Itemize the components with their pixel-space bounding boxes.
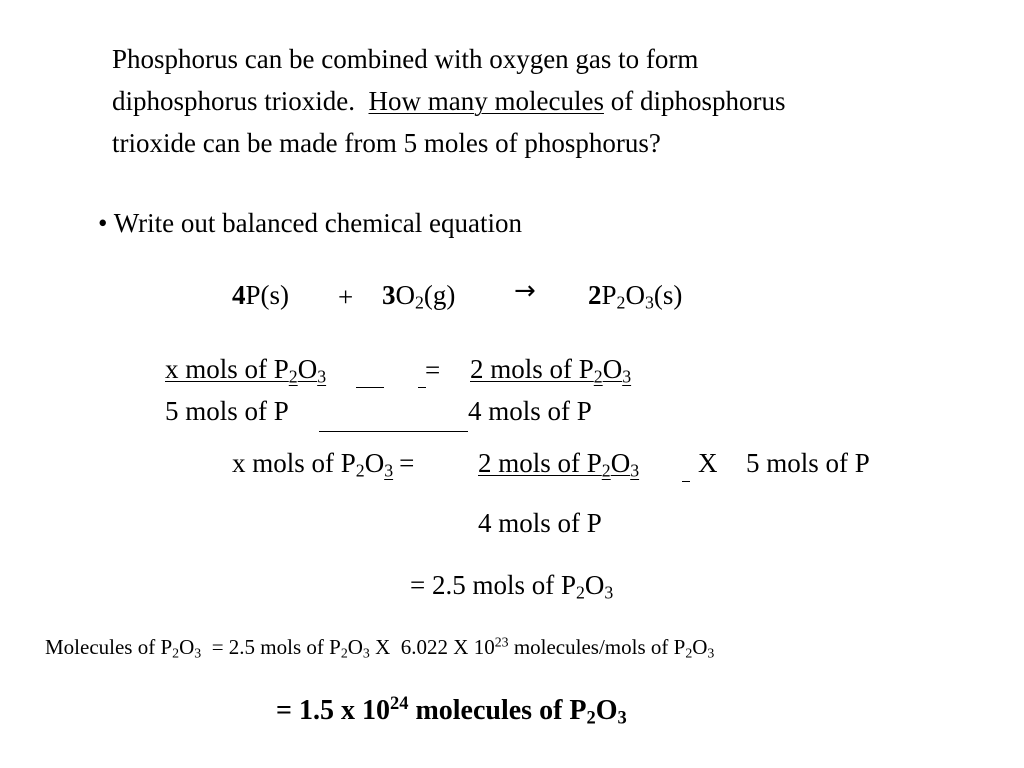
eq-species: O [625,280,645,310]
solve-text: O [610,448,631,478]
ratio-left-denominator [165,398,289,425]
conversion-subscript: 3 [707,645,715,661]
conversion-text: Molecules of P [45,635,173,659]
solve-numerator [478,448,640,481]
ratio-right-denominator [468,398,592,425]
ratio-subscript: 2 [593,366,603,387]
conversion-subscript: 2 [685,645,693,661]
solve-factor [746,450,870,477]
ratio-text: 2 mols of P [470,354,594,384]
ratio-operator: = [425,355,441,385]
conversion-text: O [179,635,195,659]
eq-reactant-o2 [382,280,456,313]
solve-underline [682,481,690,482]
solve-text: 2 mols of P [478,448,602,478]
conversion-text: X 6.022 X 10 [369,635,495,659]
final-subscript: 3 [617,707,627,728]
solve-text: 4 mols of P [478,508,602,538]
eq-species: P(s) [245,280,290,310]
ratio-text: O [602,354,623,384]
conversion-subscript: 3 [362,645,370,661]
bullet-text: Write out balanced chemical equation [113,208,522,238]
ratio-equals [425,357,440,384]
eq-subscript: 3 [644,292,654,313]
bullet-marker: • [98,208,108,238]
result-text: = 2.5 mols of P [410,570,576,600]
solve-operator: X [698,448,718,478]
final-answer [276,692,627,728]
solve-operator: = [399,448,415,478]
solve-subscript: 3 [630,460,640,481]
solve-times [698,450,718,477]
result-subscript: 2 [576,582,585,603]
eq-subscript: 2 [415,292,424,313]
ratio-subscript: 2 [288,366,298,387]
molecules-conversion [45,634,715,661]
solve-denominator [478,510,602,537]
ratio-underline [356,387,384,388]
result-moles [410,570,614,603]
eq-coefficient: 2 [588,280,602,310]
solve-text: O [364,448,385,478]
question-emphasis: How many molecules [368,86,604,116]
conversion-text: O [347,635,363,659]
ratio-right-numerator [470,354,632,387]
eq-coefficient: 3 [382,280,396,310]
ratio-left-numerator [165,354,327,387]
solve-subscript: 3 [384,460,394,481]
solve-subscript: 2 [355,460,365,481]
result-subscript: 3 [604,582,614,603]
ratio-text: 4 mols of P [468,396,592,426]
eq-operator: + [338,282,354,312]
question-text: of diphosphorus [603,86,786,116]
eq-product [588,280,683,313]
conversion-subscript: 3 [194,645,202,661]
ratio-underline [319,431,468,432]
ratio-underline [418,387,426,388]
final-text: O [595,695,618,726]
final-exponent: 24 [389,692,409,713]
conversion-text: O [692,635,708,659]
result-text: O [584,570,605,600]
bullet-item [98,210,522,237]
eq-state: (g) [423,280,456,310]
eq-species: O [395,280,415,310]
question-line-3 [112,130,661,157]
ratio-text: x mols of P [165,354,289,384]
conversion-exponent: 23 [494,634,509,650]
solve-subscript: 2 [601,460,611,481]
conversion-subscript: 2 [172,645,180,661]
eq-plus [338,284,353,311]
eq-reactant-p [232,282,289,309]
final-text: molecules of P [408,695,587,726]
eq-state: (s) [653,280,683,310]
ratio-text: O [297,354,318,384]
conversion-text: = 2.5 mols of P [201,635,341,659]
eq-species: P [601,280,617,310]
ratio-subscript: 3 [622,366,632,387]
question-line-1 [112,46,698,73]
question-text: trioxide can be made from 5 moles of phosphorus? [112,128,661,158]
eq-coefficient: 4 [232,280,246,310]
eq-subscript: 2 [616,292,626,313]
solve-text: 5 mols of P [746,448,870,478]
question-text: Phosphorus can be combined with oxygen gas to form [112,44,699,74]
final-subscript: 2 [586,707,596,728]
question-line-2 [112,88,785,115]
question-text: diphosphorus trioxide. [112,86,369,116]
conversion-text: molecules/mols of P [508,635,686,659]
conversion-subscript: 2 [340,645,348,661]
ratio-subscript: 3 [317,366,327,387]
ratio-text: 5 mols of P [165,396,289,426]
eq-arrow: → [514,276,536,306]
arrow-icon [514,278,536,304]
solve-text: x mols of P [232,448,356,478]
final-text: = 1.5 x 10 [276,695,390,726]
solve-lhs [232,448,415,481]
